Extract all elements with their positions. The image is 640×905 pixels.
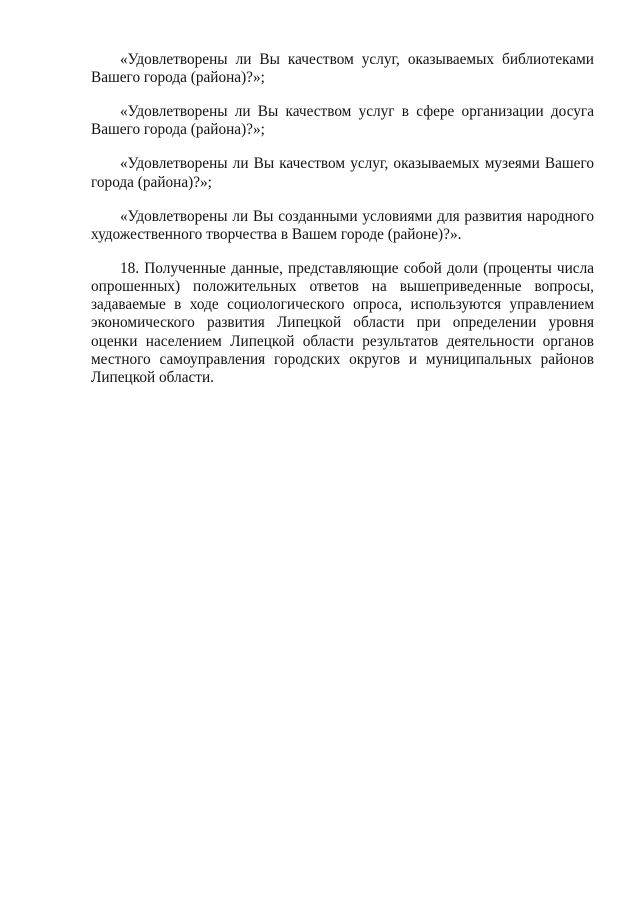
survey-question-libraries: «Удовлетворены ли Вы качеством услуг, оказываемых библиотеками Вашего города (района)?»; (91, 51, 594, 87)
clause-18-paragraph: 18. Полученные данные, представляющие собой доли (проценты числа опрошенных) положительных ответов на вышеприведенные вопросы, задаваемые в ходе социологического опроса, используются управлением экономического развития Липецкой области при определении уровня оценки населением Липецкой области результатов деятельности органов местного самоуправления городских округов и муниципальных районов Липецкой области. (91, 259, 594, 387)
survey-question-leisure: «Удовлетворены ли Вы качеством услуг в сфере организации досуга Вашего города (района)?»; (91, 103, 594, 139)
survey-question-museums: «Удовлетворены ли Вы качеством услуг, оказываемых музеями Вашего города (района)?»; (91, 155, 594, 191)
survey-question-folk-art: «Удовлетворены ли Вы созданными условиями для развития народного художественного творчества в Вашем городе (районе)?». (91, 207, 594, 243)
document-body (91, 51, 594, 387)
